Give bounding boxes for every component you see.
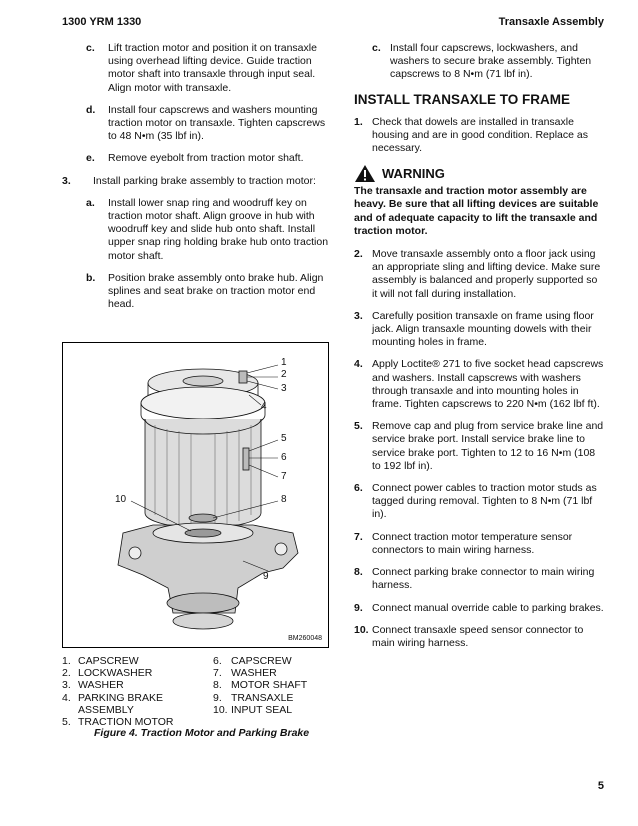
callout-7: 7 [281, 471, 287, 482]
step-number: 10. [354, 623, 369, 636]
step-3 [62, 175, 330, 188]
legend-number: 5. [62, 716, 71, 729]
substep-c-right [354, 42, 604, 82]
step-text: Connect parking brake connector to main wiring harness. [372, 566, 595, 592]
warning-title: WARNING [382, 166, 445, 182]
step-text: Apply Loctite® 271 to five socket head capscrews and washers. Install capscrews with washers through transaxle and into mounting holes in frame. Tighten capscrews to 220 N•m (162 lbf ft). [372, 358, 604, 411]
legend-text: WASHER [78, 679, 124, 692]
legend-text: PARKING BRAKE ASSEMBLY [78, 691, 163, 716]
step-text: Connect power cables to traction motor studs as tagged during removal. Tighten to 8 N•m (71 lbf in). [372, 482, 597, 521]
step-1 [354, 116, 604, 156]
legend-item [213, 667, 338, 679]
header-doc-id: 1300 YRM 1330 [62, 16, 142, 28]
section-heading: INSTALL TRANSAXLE TO FRAME [354, 91, 570, 107]
substep-a [62, 197, 330, 263]
substep-text: Position brake assembly onto brake hub. Align splines and seat brake on traction motor end head. [108, 271, 324, 311]
legend-left [62, 655, 202, 728]
step-text: Install parking brake assembly to traction motor: [93, 174, 316, 187]
legend-text: CAPSCREW [78, 655, 139, 667]
legend-text: TRACTION MOTOR [78, 716, 174, 729]
substep-text: Lift traction motor and position it on transaxle using overhead lifting device. Guide traction motor shaft into transaxle through input seal. Align motor with transaxle. [108, 42, 317, 94]
legend-number: 8. [213, 679, 222, 692]
legend-number: 6. [213, 655, 222, 667]
legend-number: 7. [213, 667, 222, 680]
step-6 [354, 482, 604, 522]
legend-item [213, 655, 338, 667]
step-4 [354, 358, 604, 411]
step-text: Connect manual override cable to parking brakes. [372, 601, 604, 614]
step-10 [354, 624, 604, 650]
step-5 [354, 420, 604, 473]
legend-number: 2. [62, 667, 71, 680]
step-number: 3. [62, 174, 71, 187]
step-number: 8. [354, 566, 363, 579]
step-text: Remove cap and plug from service brake line and service brake port. Install service brake line to service brake port. Tighten to 12 to 16 N•m (108 to 192 lbf in). [372, 420, 604, 472]
legend-text: WASHER [231, 667, 277, 680]
step-8 [354, 566, 604, 592]
callout-3: 3 [281, 383, 287, 394]
legend-number: 10. [213, 703, 228, 716]
substep-label: e. [86, 152, 95, 165]
warning-triangle-icon [354, 164, 376, 183]
callout-1: 1 [281, 357, 287, 368]
step-number: 2. [354, 248, 363, 261]
legend-text: TRANSAXLE [231, 691, 294, 704]
step-text: Connect transaxle speed sensor connector to main wiring harness. [372, 623, 584, 649]
step-9 [354, 602, 604, 615]
step-3-right [354, 310, 604, 350]
callout-6: 6 [281, 452, 287, 463]
callout-10: 10 [115, 494, 127, 505]
step-text: Move transaxle assembly onto a floor jack using an appropriate sling and lifting device. Make sure assembly is balanced and properly supported so it will not fall during installation. [372, 248, 601, 300]
substep-label: a. [86, 196, 95, 209]
step-number: 7. [354, 530, 363, 543]
warning-text: The transaxle and traction motor assembly are heavy. Be sure that all lifting devices are suitable and of adequate capacity to lift the transaxle and traction motor. [354, 185, 599, 237]
legend-text: CAPSCREW [231, 655, 292, 667]
right-column [354, 42, 604, 659]
step-number: 4. [354, 358, 363, 371]
substep-label: c. [86, 42, 95, 54]
step-text: Carefully position transaxle on frame using floor jack. Align transaxle mounting dowels with their mounting holes in frame. [372, 309, 594, 349]
legend-item [62, 692, 202, 716]
step-number: 9. [354, 601, 363, 614]
legend-item [62, 667, 202, 679]
substep-b [62, 272, 330, 312]
callout-9: 9 [263, 571, 269, 582]
legend-number: 3. [62, 679, 71, 692]
step-number: 3. [354, 309, 363, 322]
substep-e [62, 152, 330, 165]
step-text: Check that dowels are installed in transaxle housing and are in good condition. Replace as necessary. [372, 115, 588, 155]
substep-text: Install lower snap ring and woodruff key on traction motor shaft. Align groove in hub with woodruff key and slide hub onto shaft. Install upper snap ring holding brake hub onto traction motor shaft. [108, 196, 329, 262]
step-number: 6. [354, 482, 363, 495]
callout-4: 4 [261, 401, 267, 412]
legend-right [213, 655, 338, 716]
figure-illustration [62, 342, 329, 648]
callout-2: 2 [281, 369, 287, 380]
substep-text: Install four capscrews, lockwashers, and washers to secure brake assembly. Tighten capscrews to 8 N•m (71 lbf in). [390, 42, 592, 81]
left-column [62, 42, 330, 320]
step-2 [354, 248, 604, 301]
substep-label: d. [86, 103, 96, 116]
legend-text: MOTOR SHAFT [231, 679, 308, 692]
step-7 [354, 531, 604, 557]
substep-text: Remove eyebolt from traction motor shaft. [108, 152, 304, 165]
step-number: 1. [354, 115, 363, 128]
legend-item [213, 679, 338, 691]
legend-text: LOCKWASHER [78, 667, 153, 680]
legend-number: 1. [62, 655, 71, 667]
motor-brake-drawing [63, 343, 328, 647]
step-text: Connect traction motor temperature sensor connectors to main wiring harness. [372, 530, 573, 556]
figure-caption: Figure 4. Traction Motor and Parking Brake [94, 727, 310, 739]
legend-item [213, 692, 338, 704]
figure-tag: BM260048 [288, 635, 322, 642]
substep-label: c. [372, 42, 381, 54]
legend-item [62, 655, 202, 667]
legend-text: INPUT SEAL [231, 703, 293, 716]
legend-number: 9. [213, 691, 222, 704]
legend-item [62, 679, 202, 691]
substep-d [62, 104, 330, 144]
header-section-title: Transaxle Assembly [498, 16, 604, 28]
warning-heading [354, 164, 604, 183]
callout-8: 8 [281, 494, 287, 505]
step-number: 5. [354, 420, 363, 433]
substep-c [62, 42, 330, 95]
callout-5: 5 [281, 433, 287, 444]
legend-number: 4. [62, 691, 71, 704]
page-number: 5 [597, 780, 604, 792]
substep-text: Install four capscrews and washers mounting traction motor on transaxle. Tighten capscrews to 48 N•m (35 lbf in). [108, 103, 326, 143]
legend-item [213, 704, 338, 716]
substep-label: b. [86, 271, 96, 284]
